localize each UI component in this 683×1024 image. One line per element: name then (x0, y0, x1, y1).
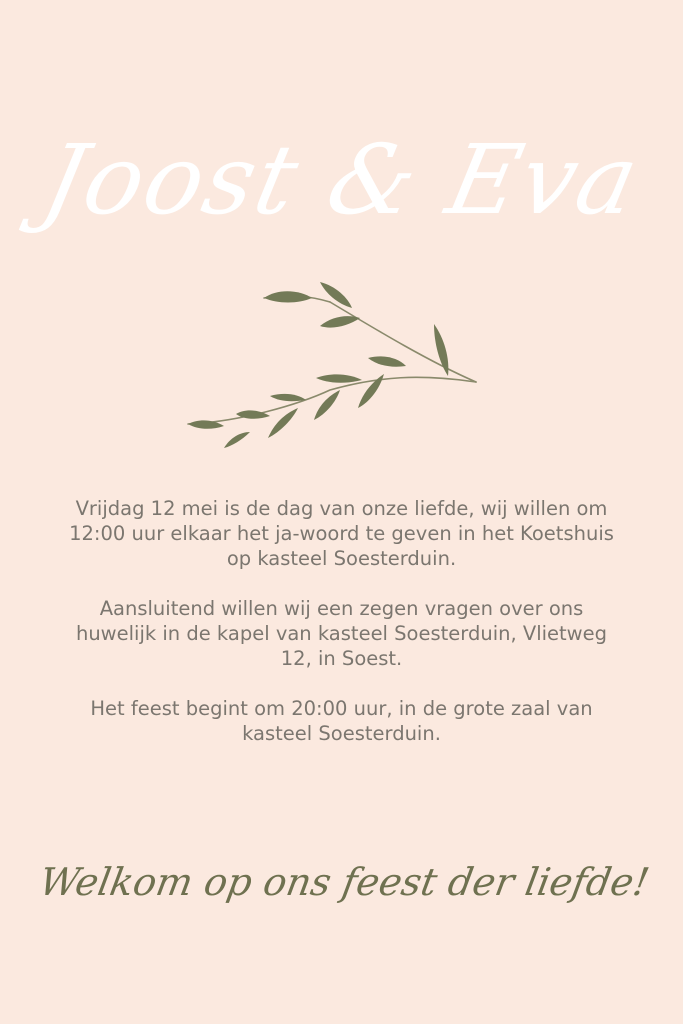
ceremony-paragraph: Vrijdag 12 mei is de dag van onze liefde, wij willen om 12:00 uur elkaar het ja-woord te geven in het Koetshuis op kasteel Soesterduin. (69, 497, 614, 570)
blessing-paragraph: Aansluitend willen wij een zegen vragen over ons huwelijk in de kapel van kasteel Soesterduin, Vlietweg 12, in Soest. (75, 597, 608, 670)
olive-branch-illustration (180, 272, 490, 462)
closing-line: Welkom op ons feest der liefde! (36, 860, 653, 904)
invitation-details (60, 496, 623, 771)
couple-names: Joost & Eva (33, 124, 650, 236)
party-paragraph: Het feest begint om 20:00 uur, in de grote zaal van kasteel Soesterduin. (90, 697, 593, 745)
